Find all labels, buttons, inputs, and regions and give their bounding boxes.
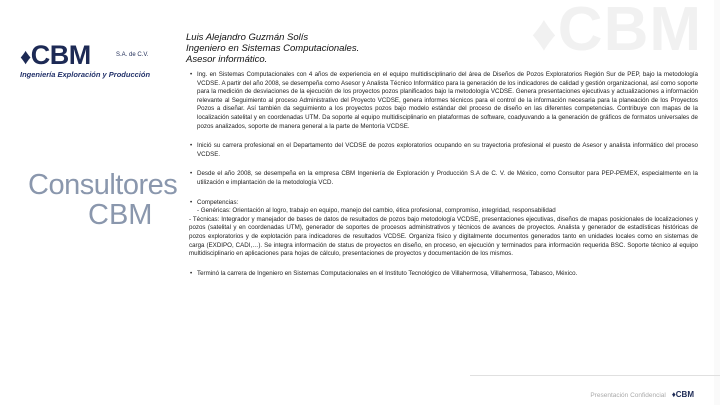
profile-content xyxy=(190,71,698,289)
bullet-item xyxy=(190,270,698,279)
profile-header xyxy=(186,32,359,65)
bullet-item xyxy=(190,170,698,187)
drop-icon: ♦ xyxy=(531,5,558,61)
bullet-text: Desde el año 2008, se desempeña en la empresa CBM Ingeniería de Exploración y Producción S.A de C. V. de México, como Consultor para PEP-PEMEX, especialmente en la utilización e implantación de la metodología VCD. xyxy=(197,170,698,186)
brand-line-1: Consultores xyxy=(28,169,178,201)
bullet-icon: • xyxy=(190,198,193,206)
bullet-text: Ing. en Sistemas Computacionales con 4 años de experiencia en el equipo multidisciplinario del área de Diseños de Pozos Exploratorios Región Sur de PEP, bajo la metodología VCDSE. A partir del año 2008, se desempeña como Asesor y Analista Técnico Informático para la generación de los indicadores de calidad y gestión organizacional, así como soporte para la medición de desviaciones de la ejecución de los proyectos pozos planificados bajo la metodología VCDSE. Genera presentaciones ejecutivas y actualizaciones a información relevante al Seguimiento al proceso Administrativo del Proyecto VCDSE, genera informes técnicos para el control de la información necesaria para la planeación de los Proyectos Pozos a diseñar. Así también da seguimiento a los proyectos pozos bajo modelo estándar del proceso de diseño en las diferentes competencias. Contribuye con mapas de la localización satelital y en coordenadas UTM. Da soporte al equipo multidisciplinario en plataformas de software, coadyuvando a la generación de gráficos de formatos universales de pozos analizados, soporte de manera general a la parte de Mentoría VCDSE. xyxy=(197,71,698,130)
bullet-icon: • xyxy=(190,170,193,178)
bullet-item-competencies xyxy=(190,199,698,259)
bullet-text: Terminó la carrera de Ingeniero en Sistemas Computacionales en el Instituto Tecnológico de Villahermosa, Villahermosa, Tabasco, México. xyxy=(197,269,578,277)
competencies-generic: - Genéricas: Orientación al logro, trabajo en equipo, manejo del cambio, ética profesional, compromiso, integridad, responsabilidad xyxy=(197,207,556,215)
drop-icon: ♦ xyxy=(20,44,31,69)
footer-divider xyxy=(470,375,720,376)
logo-suffix: S.A. de C.V. xyxy=(116,52,149,58)
bullet-item xyxy=(190,71,698,131)
brand-wordmark xyxy=(28,170,177,230)
bullet-item xyxy=(190,142,698,159)
logo-tagline: Ingeniería Exploración y Producción xyxy=(20,70,151,79)
logo-mark-text: CBM xyxy=(30,40,91,70)
footer xyxy=(590,390,694,399)
person-role: Asesor informático. xyxy=(186,54,268,65)
bullet-text: Competencias: xyxy=(197,198,239,206)
company-logo xyxy=(20,40,165,80)
bullet-icon: • xyxy=(190,71,193,78)
person-name: Luis Alejandro Guzmán Solís xyxy=(186,32,309,43)
brand-line-2: CBM xyxy=(88,199,153,231)
competencies-technical: - Técnicas: Integrador y manejador de bases de datos de resultados de pozos bajo metodología VCDSE, presentaciones ejecutivas, diseños de mapas posicionales de localizaciones y pozos (satelital y en coordenadas UTM), generador de soportes de procesos administrativos y técnicos de avances de proyectos. Analista y generador de estadísticas históricas de pozos exploratorios y de explotación para indicadores de resultados VCDSE. Organiza físico y digitalmente documentos generados tanto en unidades locales como en sistemas de carga (EXDIPO, CADI,…). Se integra información de status de proyectos en diseño, en proceso, en ejecución y terminados para información requerida BSC. Soporte técnico al equipo multidisciplinario en aplicaciones para hojas de cálculo, presentaciones de proyectos y documentación de los mismos. xyxy=(189,215,698,258)
logo-mark xyxy=(20,40,91,71)
watermark-logo xyxy=(531,0,702,65)
footer-logo: ♦CBM xyxy=(671,390,694,399)
person-title: Ingeniero en Sistemas Computacionales. xyxy=(186,43,360,54)
bullet-text: Inició su carrera profesional en el Departamento del VCDSE de pozos exploratorios ocupando en su trayectoria profesional el puesto de Asesor y analista informático del proceso VCDSE. xyxy=(197,142,698,158)
right-edge-bar xyxy=(714,0,720,405)
watermark-text: CBM xyxy=(557,0,702,64)
footer-logo-text: CBM xyxy=(675,390,694,399)
bullet-icon: • xyxy=(190,269,193,277)
footer-text: Presentación Confidencial xyxy=(590,392,666,399)
bullet-icon: • xyxy=(190,142,193,150)
